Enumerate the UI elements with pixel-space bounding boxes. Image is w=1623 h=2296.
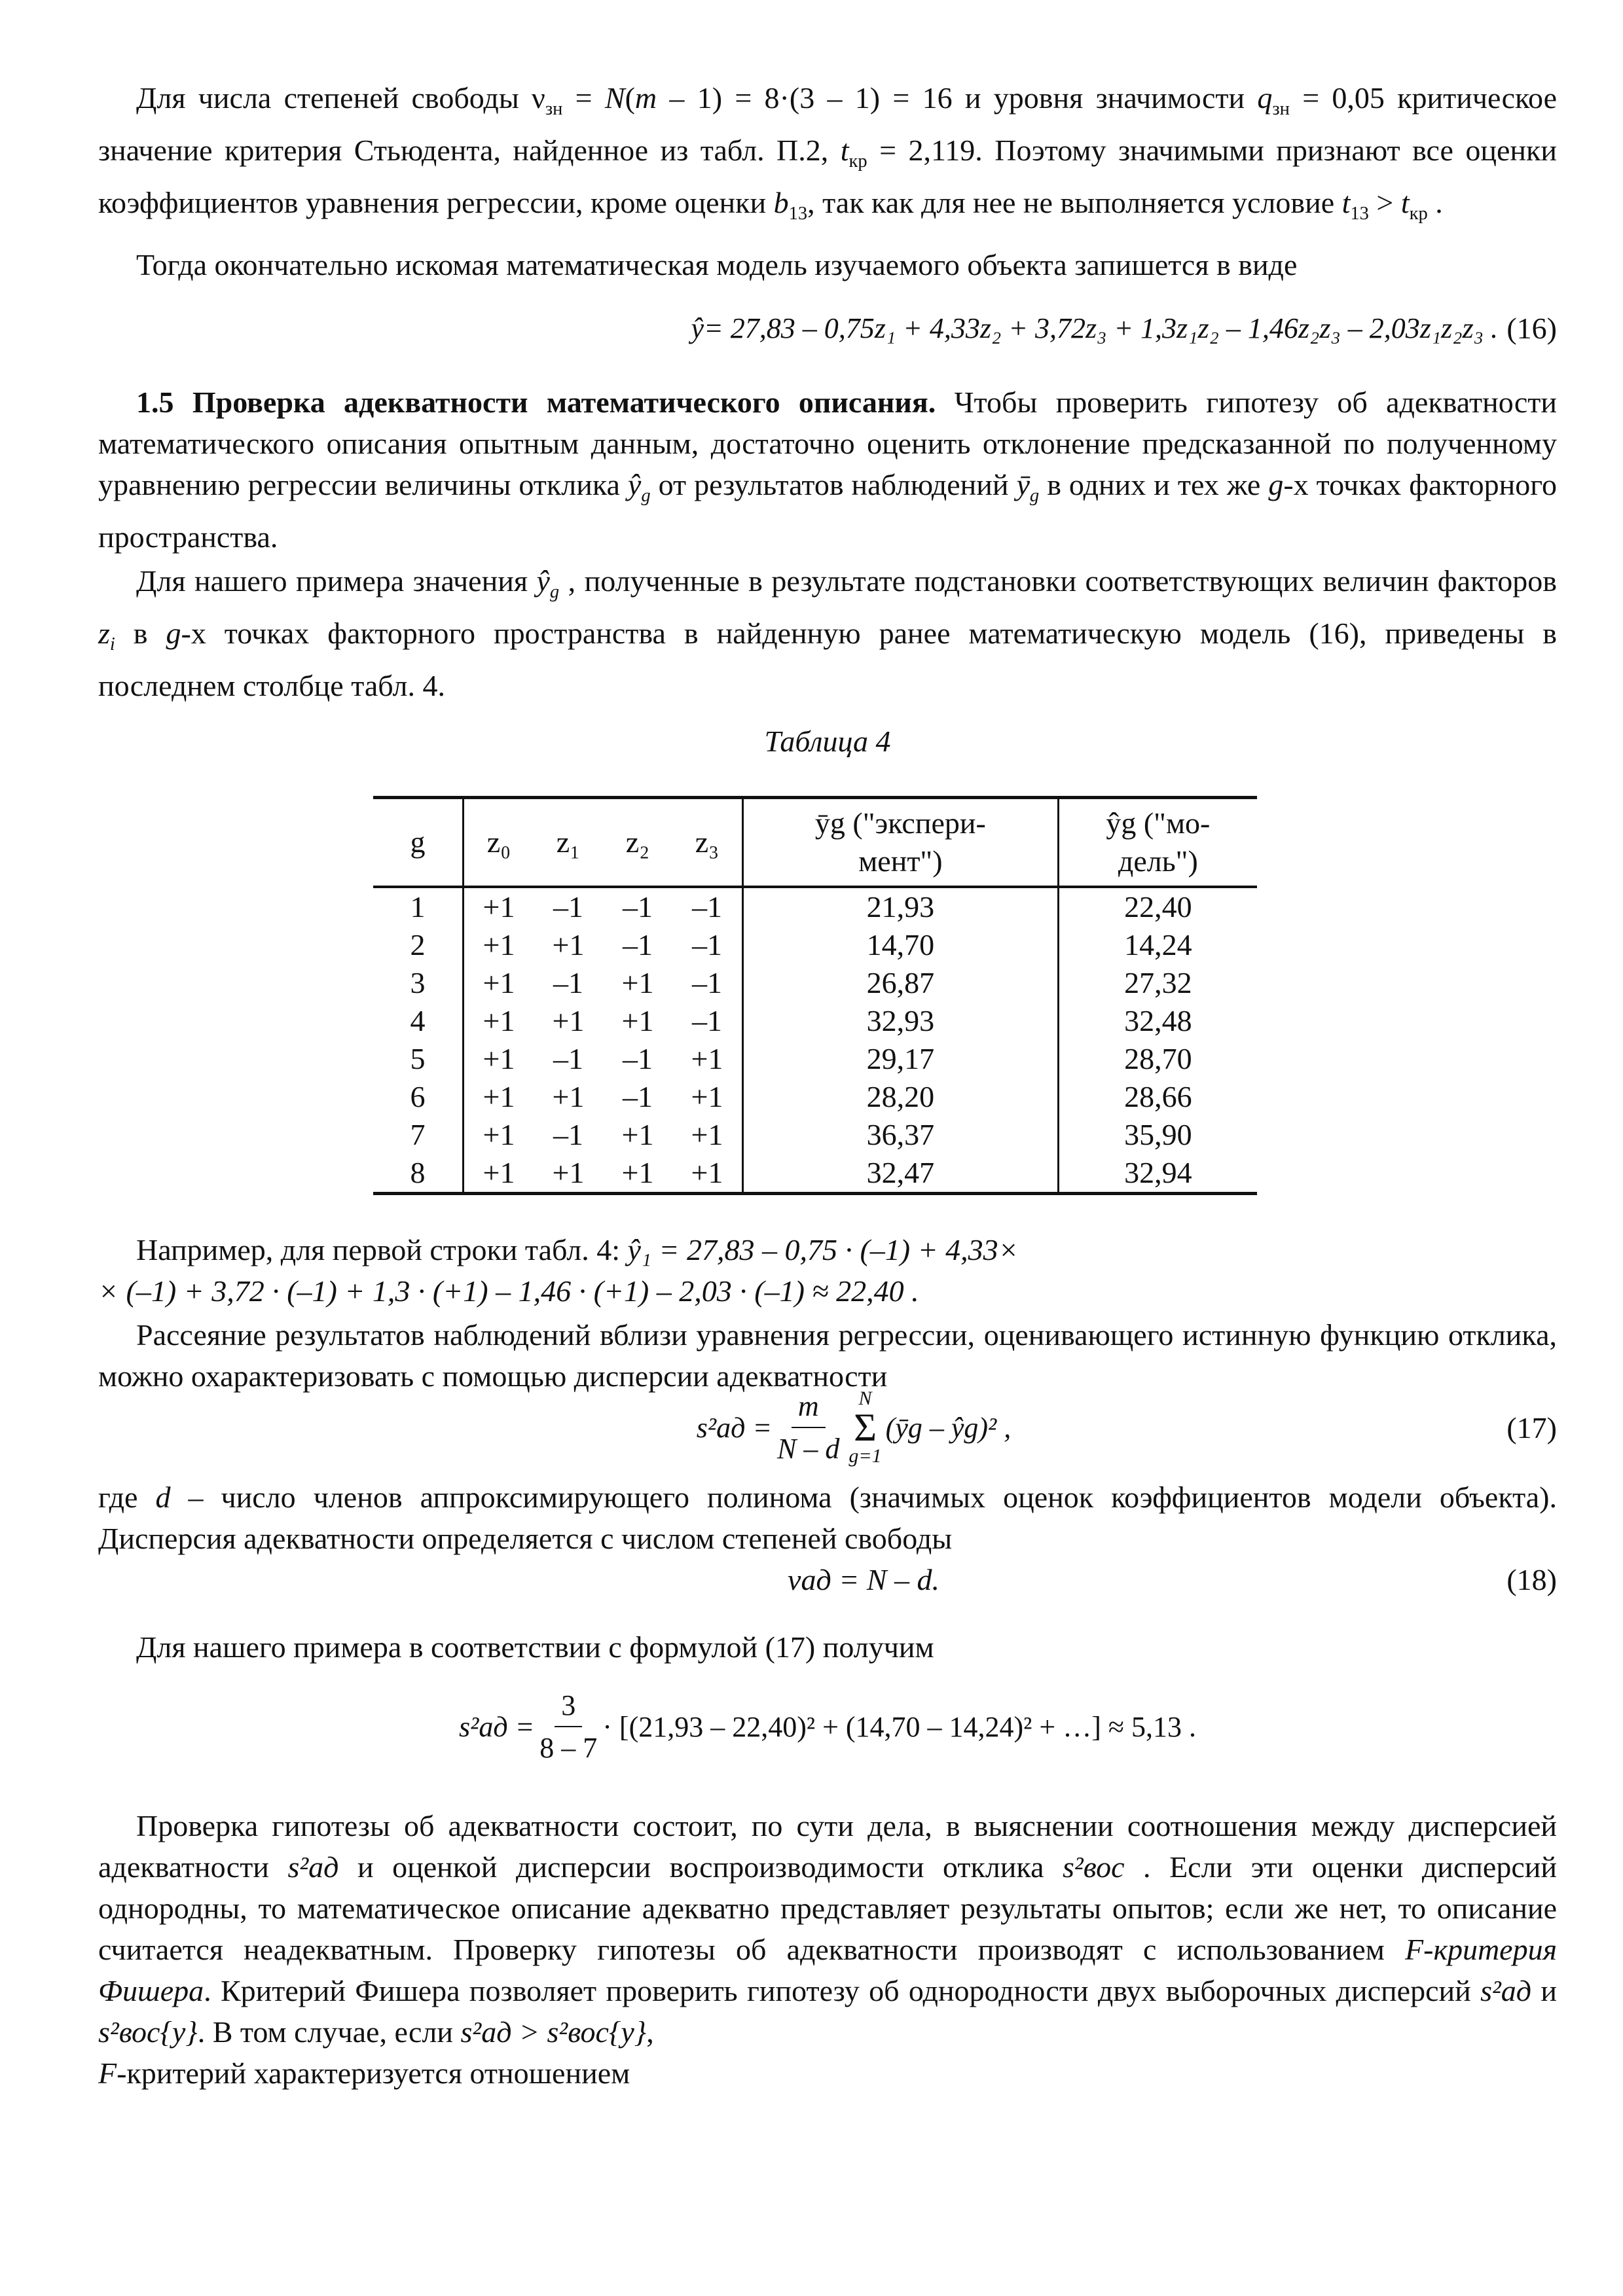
section-1-5-paragraph: 1.5 Проверка адекватности математического описания. Чтобы проверить гипотезу об адекватности математического описания опытным данным, достаточно оценить отклонение предсказанной по полученному уравнению регрессии величины отклика $ŷ_g$ от результатов наблюдений $ȳ_g$ в одних и тех же g-х точках факторного пространства.	[98, 385, 1558, 554]
eq17-fraction: $\frac{m}{N - d}$	[777, 1386, 839, 1469]
table-row	[373, 964, 1257, 1002]
paragraph-hypothesis: Проверка гипотезы об адекватности состоит, по сути дела, в выяснении соотношения между дисперсией адекватности s²ад и оценкой дисперсии воспроизводимости отклика s²вос . Если эти оценки дисперсий однородны, то математическое описание адекватно представляет результаты опытов; если же нет, то описание считается неадекватным. Проверку гипотезы об адекватности производят с использованием F-критерия Фишера. Критерий Фишера позволяет проверить гипотезу об однородности двух выборочных дисперсий s²ад и s²вос{y}. В том случае, если s²ад > s²вос{y},	[98, 1809, 1558, 2049]
table-cell: 2	[410, 928, 426, 962]
paragraph-f-criterion: F-критерий характеризуется отношением	[98, 2056, 630, 2090]
table-cell: 32,48	[1058, 1002, 1257, 1040]
example-eq-line1: ŷ₁ = 27,83 – 0,75 · (–1) + 4,33×	[627, 1233, 1019, 1267]
table-cell: 36,37	[743, 1116, 1059, 1154]
table-cell: +1	[691, 1118, 723, 1152]
example-first-row: Например, для первой строки табл. 4: ŷ₁ = 27,83 – 0,75 · (–1) + 4,33×	[136, 1233, 1019, 1267]
paragraph-model-values: Для нашего примера значения $ŷ_g$ , полученные в результате подстановки соответствующих величин факторов $z_i$ в g-х точках факторного пространства в найденную ранее математическую модель (16), приведены в последнем столбце табл. 4.	[98, 564, 1557, 703]
table-cell: 28,20	[743, 1078, 1059, 1116]
table-cell: +1	[691, 1080, 723, 1114]
table-cell: 5	[410, 1042, 426, 1076]
table-row	[373, 1040, 1257, 1078]
table-4	[373, 796, 1257, 1195]
table-cell: +1	[621, 1118, 654, 1152]
table-row	[373, 1116, 1257, 1154]
example-eq-line2: × (–1) + 3,72 · (–1) + 1,3 · (+1) – 1,46 · (+1) – 2,03 · (–1) ≈ 22,40 .	[98, 1274, 919, 1308]
table-cell: 35,90	[1058, 1116, 1257, 1154]
table-cell: +1	[552, 1156, 585, 1190]
paragraph-calc-intro: Для нашего примера в соответствии с формулой (17) получим	[136, 1630, 934, 1664]
table-cell: –1	[553, 1118, 583, 1152]
table-cell: 14,24	[1058, 926, 1257, 964]
page-content	[98, 77, 1557, 2094]
table-cell: 3	[410, 966, 426, 1000]
equation-18: νад = N – d. (18)	[98, 1559, 1557, 1600]
equation-17: s²ад = $\frac{m}{N - d}$ N Σ g=1 (ȳg – ŷg)² , (17)	[98, 1398, 1557, 1457]
table-row	[373, 926, 1257, 964]
table-cell: 22,40	[1058, 887, 1257, 926]
table-cell: +1	[464, 1078, 534, 1116]
table-cell: –1	[623, 890, 653, 924]
table-cell: +1	[621, 1156, 654, 1190]
table-cell: +1	[621, 966, 654, 1000]
table-cell: +1	[552, 1080, 585, 1114]
table-cell: –1	[692, 966, 722, 1000]
table-cell: –1	[623, 1042, 653, 1076]
table-cell: –1	[692, 928, 722, 962]
table-cell: –1	[692, 890, 722, 924]
table-cell: +1	[464, 1116, 534, 1154]
table-row	[373, 887, 1257, 926]
table-cell: +1	[691, 1042, 723, 1076]
table-header-row	[373, 798, 1257, 888]
table-cell: –1	[623, 928, 653, 962]
col-model: ŷg ("мо- дель")	[1058, 798, 1257, 888]
table-cell: 7	[410, 1118, 426, 1152]
table-cell: 21,93	[743, 887, 1059, 926]
col-experiment: ȳg ("экспери- мент")	[743, 798, 1059, 888]
table-cell: +1	[621, 1004, 654, 1038]
table-cell: +1	[464, 887, 534, 926]
table-cell: +1	[464, 1154, 534, 1194]
table-cell: 32,94	[1058, 1154, 1257, 1194]
table-cell: 28,66	[1058, 1078, 1257, 1116]
table-row	[373, 1078, 1257, 1116]
paragraph-d-definition: где d – число членов аппроксимирующего полинома (значимых оценок коэффициентов модели объекта). Дисперсия адекватности определяется с числом степеней свободы	[98, 1480, 1557, 1556]
section-heading: 1.5 Проверка адекватности математического описания.	[136, 385, 936, 419]
eq16-number: (16)	[1506, 311, 1557, 345]
table-cell: 29,17	[743, 1040, 1059, 1078]
table-cell: +1	[464, 964, 534, 1002]
table-cell: –1	[553, 966, 583, 1000]
table-cell: +1	[552, 1004, 585, 1038]
col-z0: z₀	[464, 798, 534, 888]
table-cell: –1	[692, 1004, 722, 1038]
table-cell: +1	[552, 928, 585, 962]
col-z1: z₁	[534, 798, 603, 888]
eq17-sum: N Σ g=1	[848, 1388, 882, 1467]
paragraph-degrees-of-freedom: Для числа степеней свободы $\nu_{зн} = N(m - 1) = 8\cdot(3 - 1) = 16$ и уровня значимости $q_{зн} = 0,05$ критическое значение критерия Стьюдента, найденное из табл. П.2, $t_{кр} = 2,119$. Поэтому значимыми признают все оценки коэффициентов уравнения регрессии, кроме оценки $b_{13}$, так как для нее не выполняется условие $t_{13} > t_{кр}$ .	[98, 81, 1558, 224]
col-g: g	[373, 798, 464, 888]
table-cell: –1	[623, 1080, 653, 1114]
table-row	[373, 1002, 1257, 1040]
col-z2: z₂	[603, 798, 672, 888]
eq16-lhs: ŷ	[691, 312, 704, 344]
table-cell: 32,47	[743, 1154, 1059, 1194]
table-cell: 6	[410, 1080, 426, 1114]
equation-calc: s²ад = $\frac{3}{8 - 7}$ · [(21,93 – 22,40)² + (14,70 – 14,24)² + …] ≈ 5,13 .	[98, 1694, 1557, 1759]
table-cell: +1	[464, 1040, 534, 1078]
eq17-number: (17)	[1506, 1410, 1557, 1444]
table-cell: 4	[410, 1004, 426, 1038]
paragraph-dispersion: Рассеяние результатов наблюдений вблизи уравнения регрессии, оценивающего истинную функцию отклика, можно охарактеризовать с помощью дисперсии адекватности	[98, 1318, 1557, 1393]
table-cell: 32,93	[743, 1002, 1059, 1040]
table-cell: 8	[410, 1156, 426, 1190]
table-cell: 1	[410, 890, 426, 924]
table-cell: 28,70	[1058, 1040, 1257, 1078]
equation-16	[98, 308, 1557, 349]
table-cell: 14,70	[743, 926, 1059, 964]
table-cell: 26,87	[743, 964, 1059, 1002]
eq16-body: = 27,83 – 0,75z₁ + 4,33z₂ + 3,72z₃ + 1,3z₁z₂ – 1,46z₂z₃ – 2,03z₁z₂z₃ .	[704, 312, 1498, 344]
table-cell: +1	[691, 1156, 723, 1190]
eq18-number: (18)	[1506, 1563, 1557, 1597]
paragraph-model-intro: Тогда окончательно искомая математическая модель изучаемого объекта запишется в виде	[136, 247, 1298, 281]
table-caption: Таблица 4	[764, 725, 891, 759]
calc-fraction: $\frac{3}{8 - 7}$	[539, 1685, 597, 1768]
table-row	[373, 1154, 1257, 1194]
table-cell: 27,32	[1058, 964, 1257, 1002]
col-z3: z₃	[672, 798, 743, 888]
table-body	[373, 887, 1257, 1194]
table-cell: +1	[464, 1002, 534, 1040]
table-cell: +1	[464, 926, 534, 964]
table-cell: –1	[553, 1042, 583, 1076]
table-cell: –1	[553, 890, 583, 924]
